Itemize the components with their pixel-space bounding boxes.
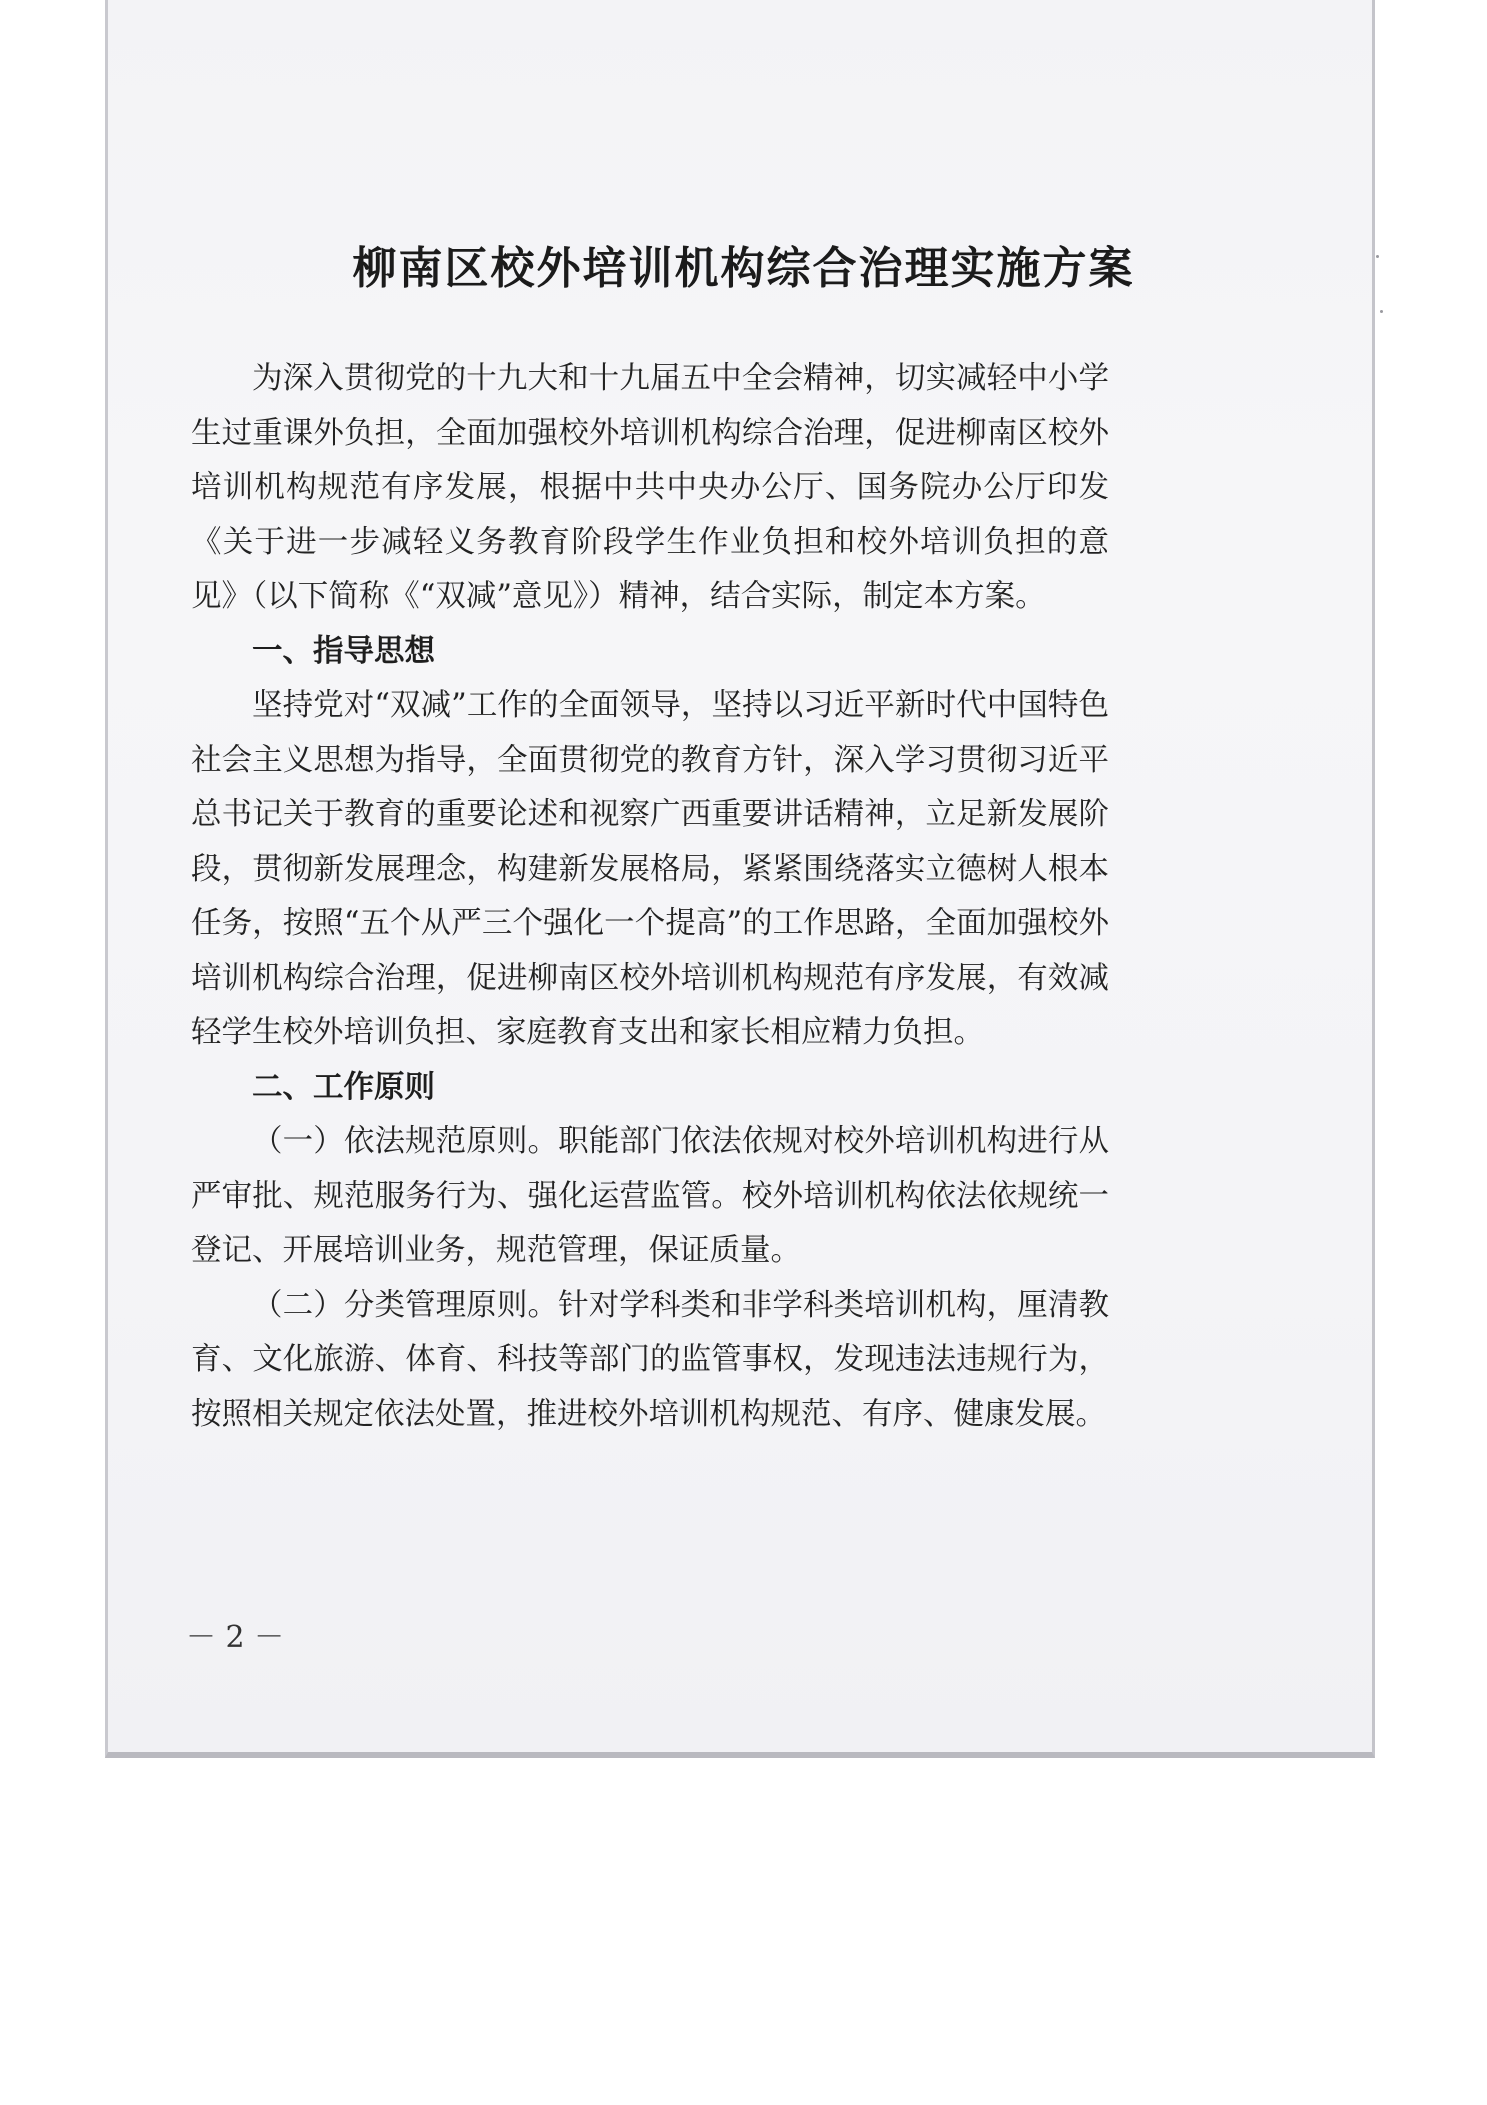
page-number: － 2 － bbox=[186, 1620, 285, 1655]
document-title: 柳南区校外培训机构综合治理实施方案 bbox=[352, 243, 1135, 294]
principle-paragraph-1: （一）依法规范原则。职能部门依法依规对校外培训机构进行从严审批、规范服务行为、强化运营监管。校外培训机构依法依规统一登记、开展培训业务，规范管理，保证质量。 bbox=[191, 1124, 1109, 1268]
intro-paragraph: 为深入贯彻党的十九大和十九届五中全会精神，切实减轻中小学生过重课外负担，全面加强校外培训机构综合治理，促进柳南区校外培训机构规范有序发展，根据中共中央办公厅、国务院办公厅印发《关于进一步减轻义务教育阶段学生作业负担和校外培训负担的意见》（以下简称《“双减”意见》）精神，结合实际，制定本方案。 bbox=[191, 361, 1109, 614]
document-body bbox=[191, 352, 1109, 1442]
section-heading-guiding-ideology: 一、指导思想 bbox=[252, 633, 435, 669]
scan-speck bbox=[1380, 310, 1383, 313]
principle-paragraph-2: （二）分类管理原则。针对学科类和非学科类培训机构，厘清教育、文化旅游、体育、科技等部门的监管事权，发现违法违规行为，按照相关规定依法处置，推进校外培训机构规范、有序、健康发展。 bbox=[191, 1287, 1109, 1432]
guiding-ideology-paragraph: 坚持党对“双减”工作的全面领导，坚持以习近平新时代中国特色社会主义思想为指导，全面贯彻党的教育方针，深入学习贯彻习近平总书记关于教育的重要论述和视察广西重要讲话精神，立足新发展阶段，贯彻新发展理念，构建新发展格局，紧紧围绕落实立德树人根本任务，按照“五个从严三个强化一个提高”的工作思路，全面加强校外培训机构综合治理，促进柳南区校外培训机构规范有序发展，有效减轻学生校外培训负担、家庭教育支出和家长相应精力负担。 bbox=[191, 688, 1109, 1050]
section-heading-work-principles: 二、工作原则 bbox=[252, 1069, 435, 1105]
